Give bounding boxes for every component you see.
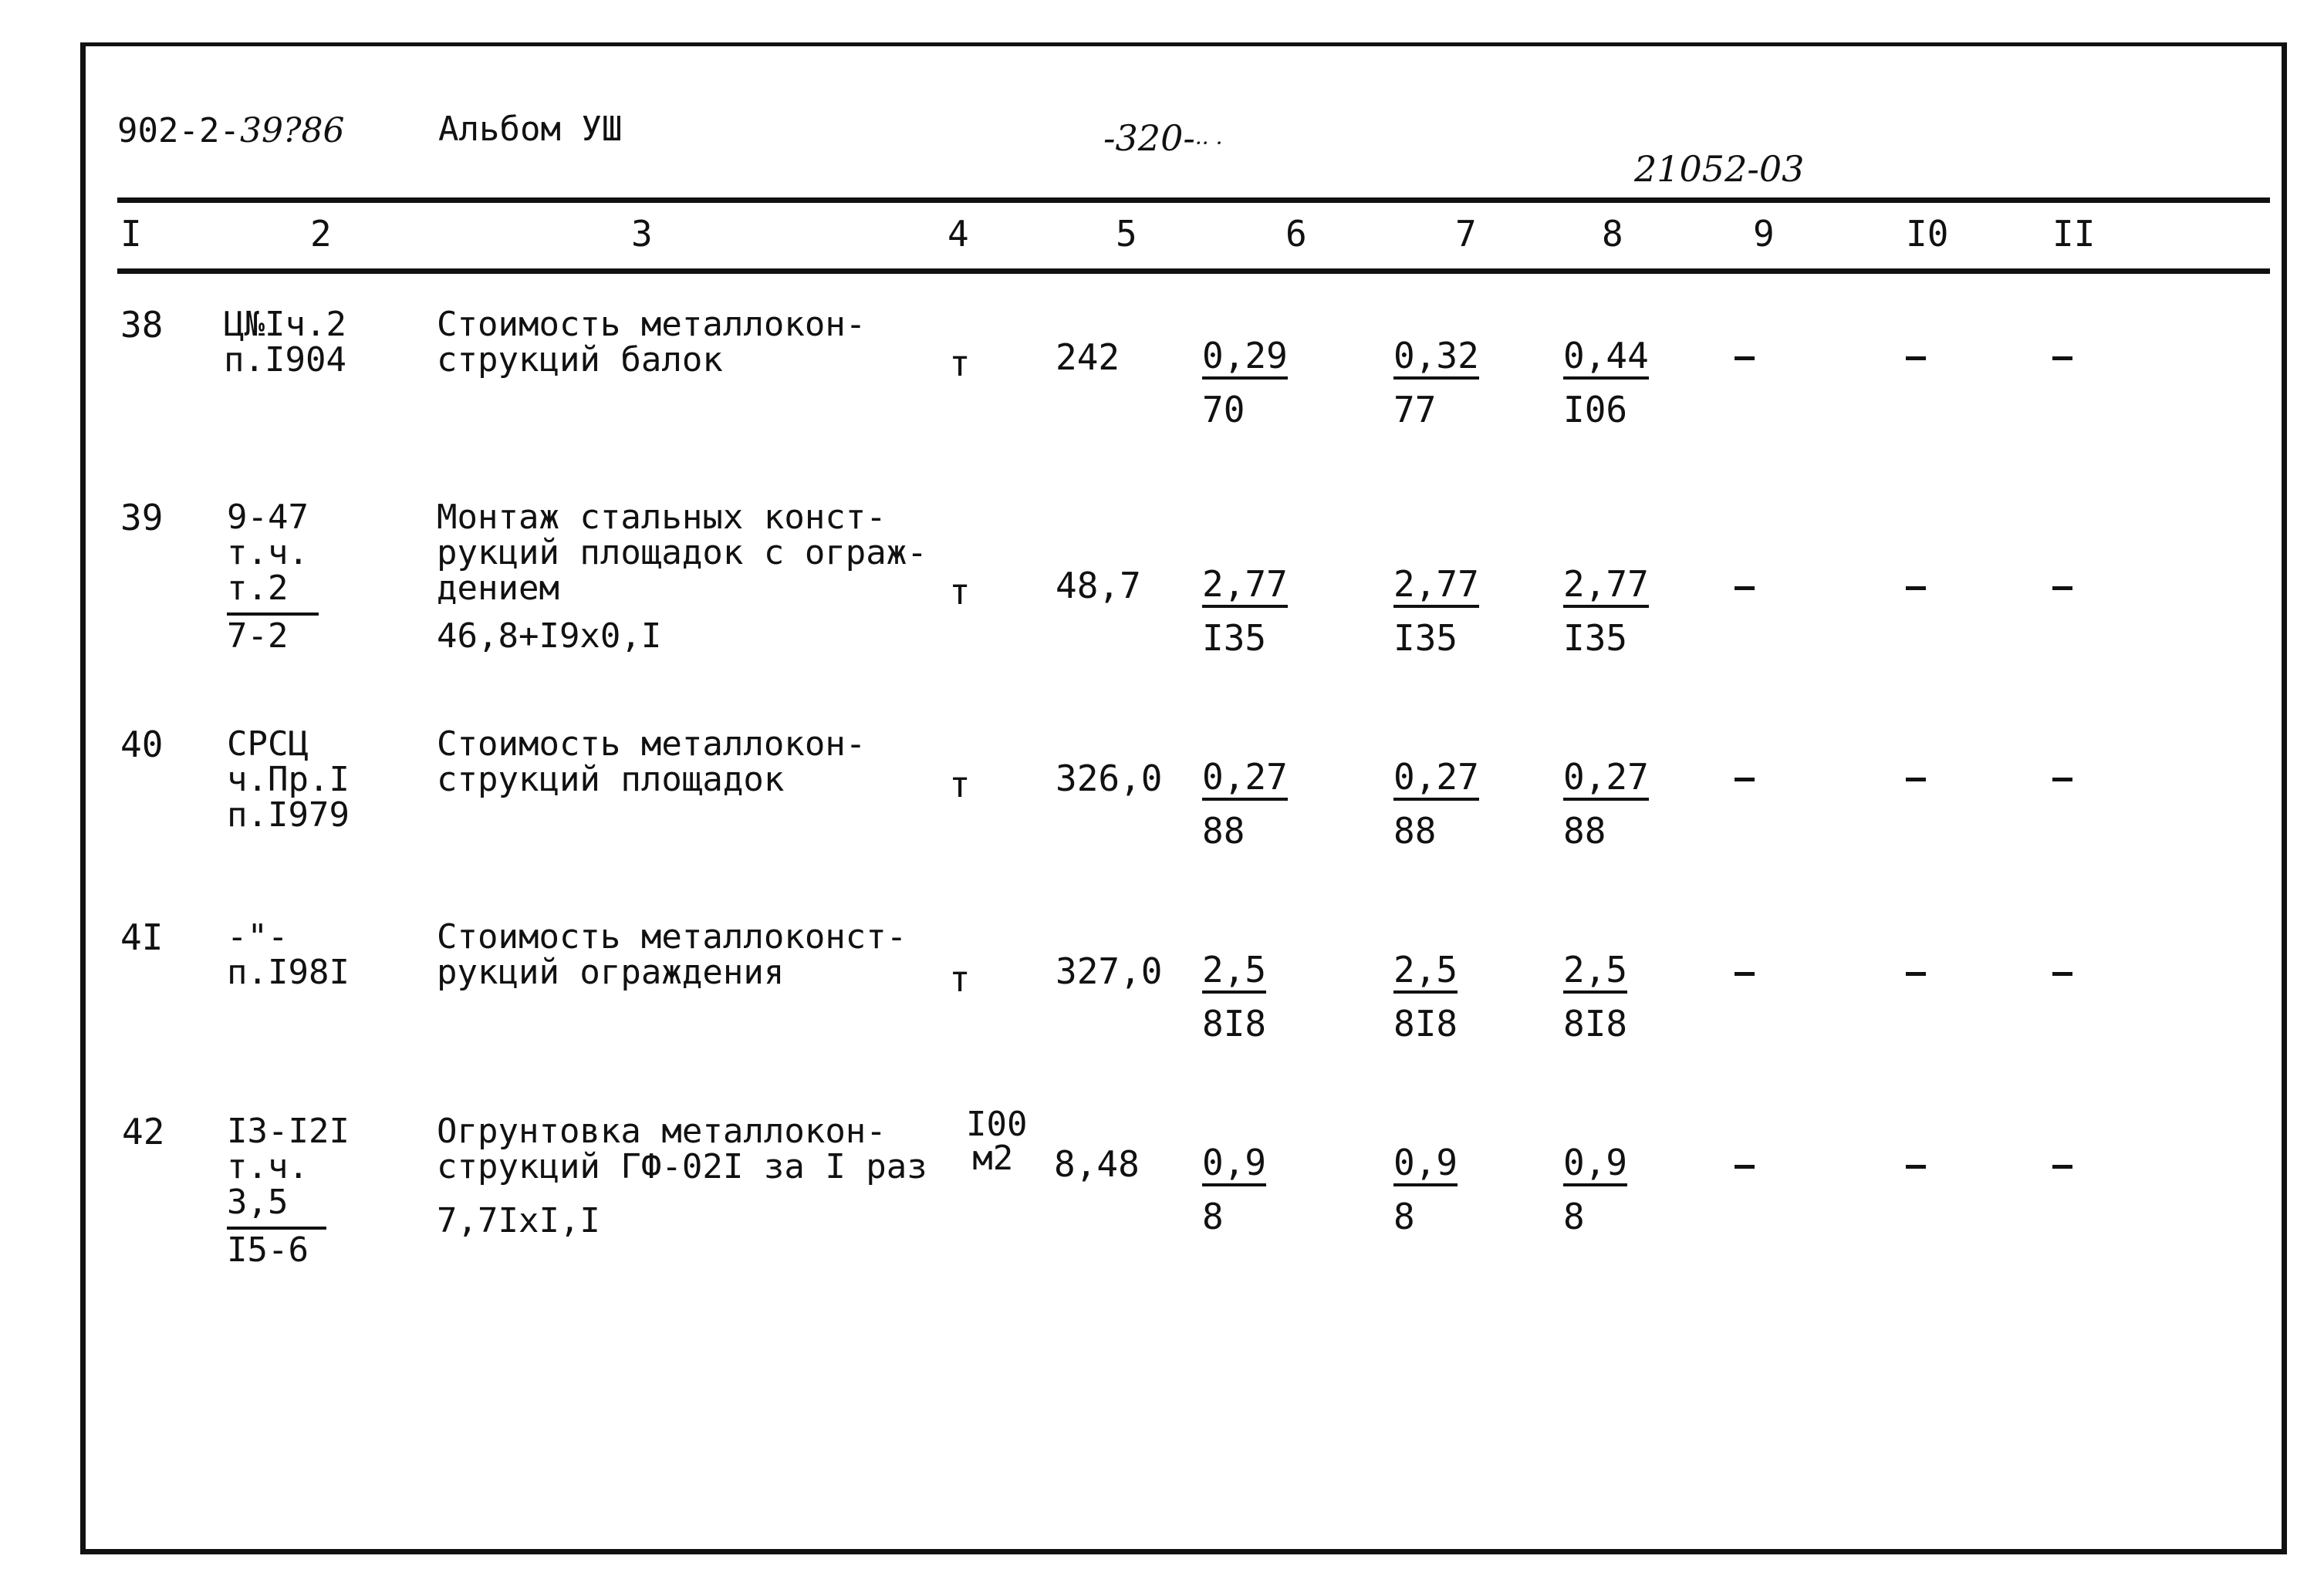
- column-header-2: 2: [310, 213, 332, 255]
- column-header-5: 5: [1116, 213, 1137, 255]
- row-dash-10: [1906, 1165, 1926, 1169]
- row-number: 38: [120, 304, 164, 346]
- header-rule-top: [117, 197, 2270, 203]
- row-description: Стоимость металлокон- струкций балок: [437, 305, 866, 380]
- row-description: Стоимость металлокон- струкций площадок: [437, 724, 866, 799]
- row-number: 40: [120, 724, 164, 765]
- column-header-1: I: [120, 213, 142, 255]
- header-rule-bottom: [117, 268, 2270, 274]
- row-unit: т: [949, 571, 971, 613]
- column-header-11: II: [2052, 213, 2096, 255]
- row-quantity: 48,7: [1056, 565, 1141, 606]
- row-quantity: 8,48: [1054, 1143, 1140, 1185]
- column-header-6: 6: [1285, 213, 1307, 255]
- row-number: 39: [120, 497, 164, 538]
- row-dash-11: [2052, 972, 2072, 976]
- row-dash-11: [2052, 356, 2072, 360]
- row-description: Стоимость металлоконст- рукций ограждения: [437, 917, 907, 992]
- row-dash-9: [1735, 778, 1755, 781]
- row-unit: т: [949, 343, 971, 384]
- row-reference: -"- п.I98I: [227, 917, 350, 992]
- row-cost-6: $\frac{2,77}{I35}$: [1202, 563, 1288, 659]
- row-dash-10: [1906, 778, 1926, 781]
- row-dash-10: [1906, 972, 1926, 976]
- row-cost-6: $\frac{0,27}{88}$: [1202, 756, 1288, 852]
- column-header-8: 8: [1602, 213, 1623, 255]
- row-dash-11: [2052, 1165, 2072, 1169]
- page-mark: -320-·· ·: [1103, 117, 1223, 159]
- document-code: 902-2-39?86: [117, 111, 345, 150]
- row-dash-11: [2052, 778, 2072, 781]
- row-reference: СРСЦ ч.Пр.I п.I979: [227, 724, 350, 835]
- row-dash-9: [1735, 356, 1755, 360]
- row-quantity: 326,0: [1056, 758, 1163, 799]
- row-dash-10: [1906, 356, 1926, 360]
- row-cost-7: $\frac{0,32}{77}$: [1393, 335, 1479, 430]
- row-cost-7: $\frac{2,5}{8I8}$: [1393, 949, 1458, 1044]
- doc-number: 21052-03: [1634, 148, 1805, 190]
- row-cost-6: $\frac{0,29}{70}$: [1202, 335, 1288, 430]
- column-header-3: 3: [631, 213, 653, 255]
- row-cost-6: $\frac{2,5}{8I8}$: [1202, 949, 1267, 1044]
- row-cost-8: $\frac{2,77}{I35}$: [1563, 563, 1649, 659]
- row-number: 4I: [120, 916, 164, 958]
- album-label: Альбом УШ: [438, 110, 623, 149]
- row-dash-11: [2052, 586, 2072, 590]
- row-unit: т: [949, 958, 971, 1000]
- row-reference: Ц№Iч.2 п.I904: [224, 305, 346, 380]
- row-reference: 9-47 т.ч. т.2 7-2: [227, 500, 319, 654]
- row-unit: т: [949, 764, 971, 805]
- row-description: Монтаж стальных конст- рукций площадок с ограж- дением 46,8+I9x0,I: [437, 498, 927, 656]
- row-number: 42: [122, 1111, 165, 1152]
- row-quantity: 242: [1056, 336, 1120, 378]
- row-dash-9: [1735, 1165, 1755, 1169]
- row-cost-8: $\frac{0,44}{I06}$: [1563, 335, 1649, 430]
- column-header-7: 7: [1455, 213, 1477, 255]
- column-header-4: 4: [948, 213, 969, 255]
- row-unit: I00 м2: [966, 1105, 1028, 1178]
- column-header-10: I0: [1906, 213, 1949, 255]
- row-cost-8: $\frac{0,9}{8}$: [1563, 1142, 1628, 1237]
- row-cost-7: $\frac{2,77}{I35}$: [1393, 563, 1479, 659]
- row-cost-7: $\frac{0,27}{88}$: [1393, 756, 1479, 852]
- row-cost-8: $\frac{2,5}{8I8}$: [1563, 949, 1628, 1044]
- row-reference: I3-I2I т.ч. 3,5 I5-6: [227, 1112, 350, 1270]
- row-quantity: 327,0: [1056, 950, 1163, 992]
- column-header-9: 9: [1753, 213, 1775, 255]
- row-cost-7: $\frac{0,9}{8}$: [1393, 1142, 1458, 1237]
- row-cost-8: $\frac{0,27}{88}$: [1563, 756, 1649, 852]
- row-description: Огрунтовка металлокон- струкций ГФ-02I за I раз 7,7IxI,I: [437, 1112, 927, 1240]
- row-dash-9: [1735, 586, 1755, 590]
- row-dash-9: [1735, 972, 1755, 976]
- row-cost-6: $\frac{0,9}{8}$: [1202, 1142, 1267, 1237]
- row-dash-10: [1906, 586, 1926, 590]
